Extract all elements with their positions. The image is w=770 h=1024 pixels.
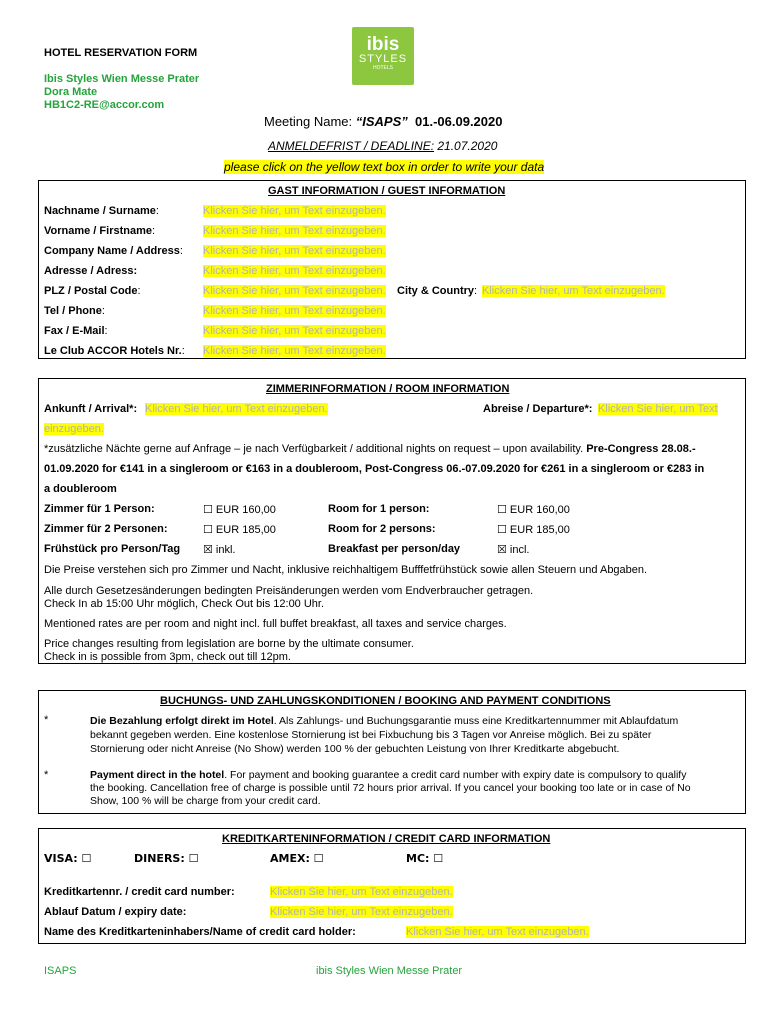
surname-label-text: Nachname / Surname [44, 205, 156, 217]
phone-colon: : [101, 305, 105, 317]
postal-code-input[interactable]: Klicken Sie hier, um Text einzugeben. [203, 285, 386, 297]
checkbox-icon[interactable]: ☐ [203, 503, 213, 516]
club-label-text: Le Club ACCOR Hotels Nr. [44, 345, 182, 357]
additional-nights-text: *zusätzliche Nächte gerne auf Anfrage – je nach Verfügbarkeit / additional nights on request – upon availability. [44, 443, 587, 455]
arrival-label: Ankunft / Arrival*: [44, 403, 138, 415]
company-colon: : [179, 245, 183, 257]
meeting-name: “ISAPS” [355, 114, 408, 129]
payment-de-line3: Stornierung oder nicht Anreise (No Show) werden 100 % der gebuchten Leistung von Ihrer Kreditkarte abgebucht. [90, 743, 620, 755]
footer-center: ibis Styles Wien Messe Prater [316, 965, 463, 977]
firstname-colon: : [152, 225, 156, 237]
payment-conditions-de [90, 714, 678, 756]
bullet-de: * [44, 714, 49, 726]
double-room-en-price: EUR 185,00 [506, 524, 570, 536]
card-holder-input[interactable]: Klicken Sie hier, um Text einzugeben. [406, 926, 589, 938]
breakfast-de-label: Frühstück pro Person/Tag [44, 543, 181, 555]
departure-label: Abreise / Departure*: [483, 403, 593, 415]
surname-colon: : [155, 205, 159, 217]
city-label-text: City & Country [397, 285, 474, 297]
breakfast-de-option[interactable] [203, 543, 236, 556]
contact-email[interactable]: HB1C2-RE@accor.com [44, 99, 165, 111]
logo-line1: ibis [366, 34, 400, 55]
pre-congress-line1: Pre-Congress 28.08.- [586, 443, 696, 455]
deadline-date: 21.07.2020 [434, 139, 498, 153]
price-change-note-en: Price changes resulting from legislation are borne by the ultimate consumer. [44, 638, 414, 650]
guest-heading: GAST INFORMATION / GUEST INFORMATION [268, 185, 506, 197]
phone-label-text: Tel / Phone [44, 305, 102, 317]
card-number-input[interactable]: Klicken Sie hier, um Text einzugeben. [270, 886, 453, 898]
city-country-input[interactable]: Klicken Sie hier, um Text einzugeben. [482, 285, 665, 297]
breakfast-en-option[interactable] [497, 543, 530, 556]
arrival-input[interactable]: Klicken Sie hier, um Text einzugeben. [145, 403, 328, 415]
checkbox-icon[interactable]: ☐ [497, 523, 507, 536]
double-room-de-price: EUR 185,00 [212, 524, 276, 536]
ibis-styles-logo [352, 27, 414, 85]
fax-colon: : [104, 325, 108, 337]
deadline-label: ANMELDEFRIST / DEADLINE: [268, 139, 435, 153]
postal-colon: : [137, 285, 141, 297]
departure-input[interactable]: Klicken Sie hier, um Text [598, 403, 718, 415]
fax-label-text: Fax / E-Mail [44, 325, 105, 337]
single-room-de-option[interactable] [203, 503, 276, 516]
hotel-name: Ibis Styles Wien Messe Prater [44, 73, 200, 85]
payment-de-text1: . Als Zahlungs- und Buchungsgarantie muss eine Kreditkartennummer mit Ablaufdatum [273, 715, 679, 727]
logo-line3: HOTELS [372, 65, 393, 71]
checkbox-icon[interactable]: ☐ [203, 523, 213, 536]
fax-email-input[interactable]: Klicken Sie hier, um Text einzugeben. [203, 325, 386, 337]
club-colon: : [181, 345, 185, 357]
postal-code-label [44, 285, 141, 297]
logo-line2: STYLES [358, 53, 408, 65]
checkin-note-en: Check in is possible from 3pm, check out till 12pm. [44, 651, 291, 663]
city-colon: : [474, 285, 478, 297]
pre-congress-line3: a doubleroom [44, 483, 117, 495]
double-room-en-label: Room for 2 persons: [328, 523, 436, 535]
expiry-date-input[interactable]: Klicken Sie hier, um Text einzugeben. [270, 906, 453, 918]
club-accor-label [44, 345, 185, 357]
price-note-en: Mentioned rates are per room and night incl. full buffet breakfast, all taxes and service charges. [44, 618, 507, 630]
single-room-de-price: EUR 160,00 [212, 504, 276, 516]
fax-email-label [44, 325, 108, 337]
breakfast-en-label: Breakfast per person/day [328, 543, 461, 555]
visa-option[interactable]: VISA: ☐ [44, 852, 92, 865]
checkin-note-de: Check In ab 15:00 Uhr möglich, Check Out bis 12:00 Uhr. [44, 598, 325, 610]
checked-checkbox-icon[interactable]: ☒ [203, 543, 213, 556]
mastercard-option[interactable]: MC: ☐ [406, 852, 444, 865]
payment-en-text1: . For payment and booking guarantee a credit card number with expiry date is compulsory to qualify [224, 769, 687, 781]
departure-input-cont[interactable]: einzugeben. [44, 423, 104, 435]
phone-label [44, 305, 105, 317]
double-room-en-option[interactable] [497, 523, 570, 536]
surname-input[interactable]: Klicken Sie hier, um Text einzugeben. [203, 205, 386, 217]
single-room-de-label: Zimmer für 1 Person: [44, 503, 155, 515]
payment-de-bold: Die Bezahlung erfolgt direkt im Hotel [90, 715, 274, 727]
payment-conditions-en [90, 769, 691, 808]
payment-en-line2: the booking. Cancellation free of charge is possible until 72 hours prior arrival. If you cancel your booking too late or in case of No [90, 782, 691, 794]
breakfast-en-value: incl. [506, 544, 530, 556]
firstname-label-text: Vorname / Firstname [44, 225, 152, 237]
address-label-text: Adresse / Adress: [44, 265, 138, 277]
single-room-en-price: EUR 160,00 [506, 504, 570, 516]
phone-input[interactable]: Klicken Sie hier, um Text einzugeben. [203, 305, 386, 317]
company-label-text: Company Name / Address [44, 245, 180, 257]
booking-heading: BUCHUNGS- UND ZAHLUNGSKONDITIONEN / BOOKING AND PAYMENT CONDITIONS [160, 695, 611, 707]
payment-en-line3: Show, 100 % will be charge from your credit card. [90, 795, 321, 807]
payment-de-line2: bekannt gegeben werden. Eine kostenlose Stornierung ist bei Fixbuchung bis 3 Tagen vor Anreise möglich. Bei zu später [90, 729, 652, 741]
bullet-en: * [44, 769, 49, 781]
meeting-line [264, 114, 502, 129]
double-room-de-option[interactable] [203, 523, 276, 536]
surname-label [44, 205, 159, 217]
payment-de-line1 [90, 714, 678, 728]
checkbox-icon[interactable]: ☐ [497, 503, 507, 516]
firstname-input[interactable]: Klicken Sie hier, um Text einzugeben. [203, 225, 386, 237]
meeting-dates: 01.-06.09.2020 [407, 114, 503, 129]
firstname-label [44, 225, 155, 237]
card-number-label: Kreditkartennr. / credit card number: [44, 886, 235, 898]
diners-option[interactable]: DINERS: ☐ [134, 852, 199, 865]
room-heading: ZIMMERINFORMATION / ROOM INFORMATION [266, 383, 510, 395]
footer-left: ISAPS [44, 965, 77, 977]
checked-checkbox-icon[interactable]: ☒ [497, 543, 507, 556]
double-room-de-label: Zimmer für 2 Personen: [44, 523, 168, 535]
breakfast-de-value: inkl. [212, 544, 236, 556]
payment-en-line1 [90, 769, 691, 782]
meeting-label: Meeting Name: [264, 114, 356, 129]
contact-name: Dora Mate [44, 86, 98, 98]
expiry-date-label: Ablauf Datum / expiry date: [44, 906, 187, 918]
instruction-text: please click on the yellow text box in order to write your data [224, 160, 545, 174]
single-room-en-option[interactable] [497, 503, 570, 516]
form-title: HOTEL RESERVATION FORM [44, 47, 198, 59]
address-label [44, 265, 137, 277]
price-change-note-de: Alle durch Gesetzesänderungen bedingten Preisänderungen werden vom Endverbraucher getragen. [44, 585, 534, 597]
company-input[interactable]: Klicken Sie hier, um Text einzugeben. [203, 245, 386, 257]
club-accor-input[interactable]: Klicken Sie hier, um Text einzugeben. [203, 345, 386, 357]
city-country-label [397, 285, 477, 297]
postal-label-text: PLZ / Postal Code [44, 285, 138, 297]
deadline-line [268, 139, 497, 153]
payment-en-bold: Payment direct in the hotel [90, 769, 225, 781]
card-holder-label: Name des Kreditkarteninhabers/Name of credit card holder: [44, 926, 356, 938]
single-room-en-label: Room for 1 person: [328, 503, 430, 515]
price-note-de: Die Preise verstehen sich pro Zimmer und Nacht, inklusive reichhaltigem Bufffetfrühstück sowie allen Steuern und Abgaben. [44, 564, 648, 576]
address-input[interactable]: Klicken Sie hier, um Text einzugeben. [203, 265, 386, 277]
company-label [44, 245, 183, 257]
amex-option[interactable]: AMEX: ☐ [270, 852, 324, 865]
pre-congress-line2: 01.09.2020 for €141 in a singleroom or €163 in a doubleroom, Post-Congress 06.-07.09.2020 for €261 in a singleroom or €283 in [44, 463, 705, 475]
additional-nights-line [44, 443, 696, 455]
credit-card-heading: KREDITKARTENINFORMATION / CREDIT CARD INFORMATION [222, 833, 551, 845]
